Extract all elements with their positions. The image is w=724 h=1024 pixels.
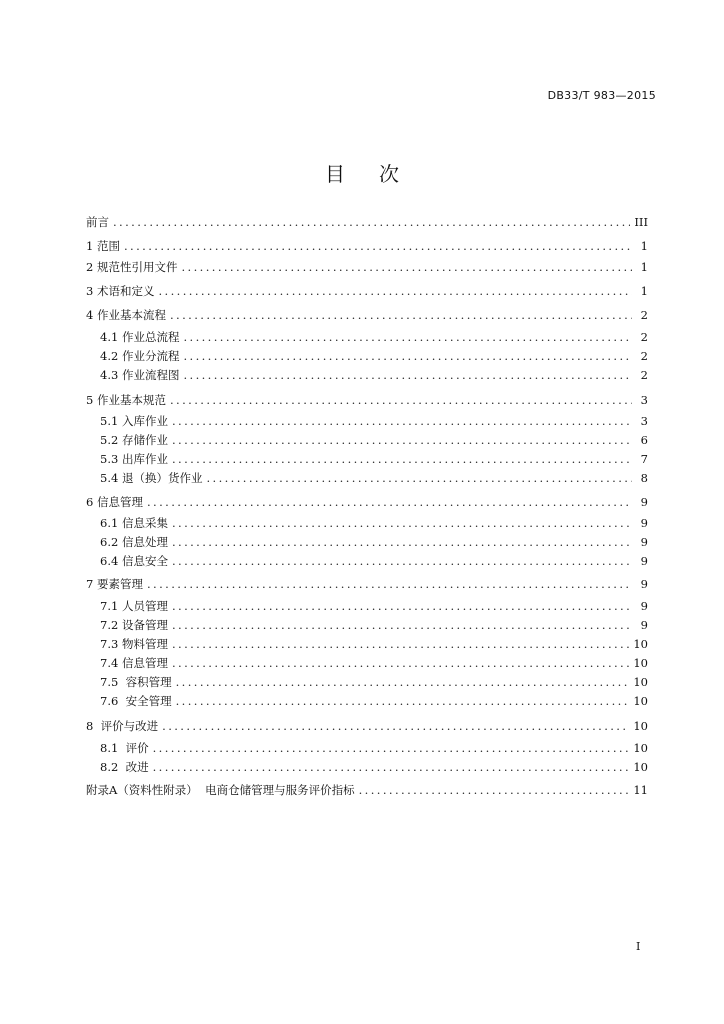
toc-entry-page: 10 [633,675,648,689]
toc-entry-page: 10 [633,694,648,708]
toc-leader-dots [176,693,630,709]
toc-leader-dots [147,494,632,510]
toc-entry[interactable] [86,553,648,569]
toc-leader-dots [172,617,632,633]
toc-leader-dots [172,553,632,569]
toc-entry[interactable] [86,432,648,448]
toc-entry-page: 6 [640,433,648,447]
toc-entry-label: 5.3 出库作业 [100,452,168,466]
toc-entry-page: 3 [640,414,648,428]
toc-entry[interactable] [86,655,648,671]
toc-entry-label: 4 作业基本流程 [86,308,166,322]
toc-entry-label: 3 术语和定义 [86,284,155,298]
toc-entry-label: 5.2 存储作业 [100,433,168,447]
toc-entry-page: 3 [640,393,648,407]
toc-entry-label: 1 范围 [86,239,120,253]
toc-leader-dots [181,259,632,275]
toc-entry[interactable] [86,283,648,299]
document-code: DB33/T 983—2015 [547,89,656,102]
toc-entry-label: 附录A（资料性附录） 电商仓储管理与服务评价指标 [86,783,355,797]
page-number: I [636,940,641,953]
toc-entry-page: 10 [633,719,648,733]
toc-entry[interactable] [86,238,648,254]
toc-entry-page: 11 [633,783,648,797]
toc-entry-page: 10 [633,637,648,651]
toc-entry-label: 4.1 作业总流程 [100,330,180,344]
toc-entry[interactable] [86,329,648,345]
toc-entry[interactable] [86,759,648,775]
toc-entry-page: 1 [640,260,648,274]
toc-entry-label: 6.2 信息处理 [100,535,168,549]
toc-entry-page: 9 [640,577,648,591]
toc-entry-page: 9 [640,535,648,549]
toc-entry[interactable] [86,515,648,531]
toc-entry-page: 10 [633,760,648,774]
toc-entry[interactable] [86,718,648,734]
toc-entry-page: 7 [640,452,648,466]
toc-entry-label: 前言 [86,215,109,229]
toc-leader-dots [172,432,632,448]
toc-entry-label: 5.1 入库作业 [100,414,168,428]
toc-entry-label: 7.3 物料管理 [100,637,168,651]
toc-entry-label: 8 评价与改进 [86,719,159,733]
toc-entry-label: 5 作业基本规范 [86,393,166,407]
toc-entry[interactable] [86,598,648,614]
toc-leader-dots [113,214,630,230]
toc-entry[interactable] [86,740,648,756]
toc-leader-dots [147,576,632,592]
toc-entry[interactable] [86,307,648,323]
toc-entry-page: 2 [640,349,648,363]
toc-entry-label: 8.2 改进 [100,760,149,774]
toc-entry[interactable] [86,451,648,467]
toc-entry-page: 9 [640,516,648,530]
toc-leader-dots [170,307,632,323]
toc-entry[interactable] [86,674,648,690]
toc-leader-dots [158,283,632,299]
toc-entry-label: 7.4 信息管理 [100,656,168,670]
toc-entry-label: 4.3 作业流程图 [100,368,180,382]
page-title: 目次 [325,162,433,186]
toc-entry[interactable] [86,392,648,408]
toc-entry-label: 7.5 容积管理 [100,675,172,689]
toc-entry-label: 6.1 信息采集 [100,516,168,530]
toc-leader-dots [170,392,632,408]
toc-entry-label: 5.4 退（换）货作业 [100,471,203,485]
toc-leader-dots [172,451,632,467]
toc-entry-label: 7.6 安全管理 [100,694,172,708]
toc-leader-dots [359,782,630,798]
toc-entry[interactable] [86,576,648,592]
toc-entry[interactable] [86,348,648,364]
toc-entry[interactable] [86,636,648,652]
toc-entry-label: 2 规范性引用文件 [86,260,178,274]
toc-leader-dots [172,515,632,531]
toc-leader-dots [172,636,629,652]
toc-entry[interactable] [86,470,648,486]
toc-leader-dots [172,598,632,614]
toc-entry-page: 10 [633,741,648,755]
toc-leader-dots [183,348,632,364]
toc-leader-dots [206,470,632,486]
toc-entry-label: 7 要素管理 [86,577,143,591]
toc-entry-label: 4.2 作业分流程 [100,349,180,363]
toc-leader-dots [172,534,632,550]
toc-entry-page: 9 [640,495,648,509]
toc-entry-label: 8.1 评价 [100,741,149,755]
toc-entry-label: 7.2 设备管理 [100,618,168,632]
toc-leader-dots [153,740,630,756]
toc-entry[interactable] [86,259,648,275]
toc-entry-page: 2 [640,308,648,322]
toc-entry-page: 9 [640,554,648,568]
toc-entry[interactable] [86,617,648,633]
toc-entry-page: 2 [640,330,648,344]
toc-entry-label: 6.4 信息安全 [100,554,168,568]
toc-leader-dots [172,655,629,671]
toc-leader-dots [172,413,632,429]
toc-entry-page: 2 [640,368,648,382]
toc-leader-dots [124,238,632,254]
toc-entry-page: 10 [633,656,648,670]
toc-entry-label: 6 信息管理 [86,495,143,509]
toc-entry-label: 7.1 人员管理 [100,599,168,613]
toc-entry-page: 1 [640,239,648,253]
toc-leader-dots [153,759,630,775]
toc-entry[interactable] [86,494,648,510]
toc-entry-page: 8 [640,471,648,485]
toc-entry[interactable] [86,782,648,798]
toc-entry[interactable] [86,534,648,550]
toc-leader-dots [176,674,630,690]
toc-entry-page: 9 [640,618,648,632]
toc-entry[interactable] [86,413,648,429]
toc-leader-dots [183,367,632,383]
toc-leader-dots [183,329,632,345]
toc-entry-page: 1 [640,284,648,298]
toc-entry-page: 9 [640,599,648,613]
toc-entry[interactable] [86,693,648,709]
toc-entry[interactable] [86,214,648,230]
toc-leader-dots [162,718,629,734]
toc-entry[interactable] [86,367,648,383]
toc-entry-page: III [634,215,648,229]
